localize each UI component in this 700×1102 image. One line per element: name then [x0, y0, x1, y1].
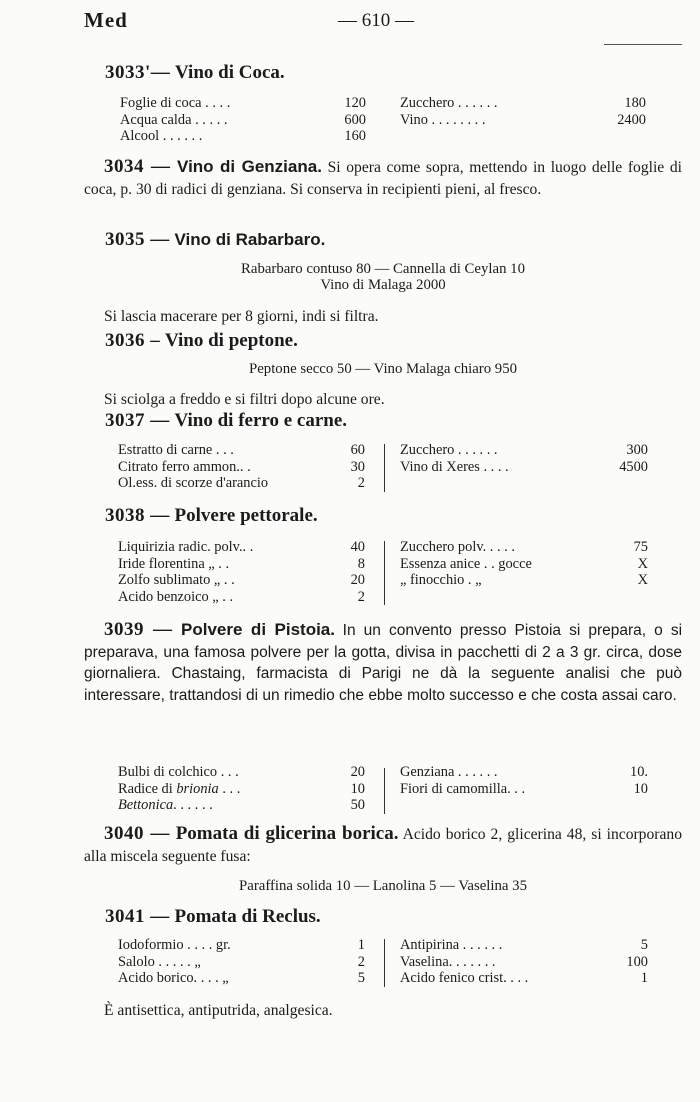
heading-3035 — [105, 229, 325, 251]
ingredient-name — [118, 797, 213, 814]
ingredient-name: Genziana . . . . . . — [400, 764, 498, 780]
ingredient-row — [400, 572, 648, 589]
ingredient-row — [118, 556, 365, 573]
ingredient-name — [118, 781, 240, 798]
ingredient-row — [400, 937, 648, 954]
recipe-text: Si opera come sopra, mettendo in luogo delle foglie di coca, p. 30 di radici di genziana. Si conserva in recipienti pieni, al fresco. — [84, 159, 683, 198]
ingredient-row — [400, 970, 648, 987]
heading-3033 — [105, 62, 285, 84]
ingredient-name-tail: . . . . . . — [173, 797, 213, 813]
ingredient-qty: 10 — [633, 780, 648, 797]
ingredient-row — [120, 95, 366, 112]
ingredient-row — [118, 459, 365, 476]
ingredient-qty: 2 — [357, 588, 365, 605]
ingredient-name: „ finocchio . „ — [400, 572, 482, 588]
column-divider — [384, 541, 385, 605]
ingredient-name: Zucchero . . . . . . — [400, 95, 498, 111]
ingredient-row — [400, 954, 648, 971]
ingredient-qty: 75 — [633, 539, 648, 555]
ingredient-qty: 2400 — [617, 111, 646, 128]
ingredient-row — [120, 128, 366, 145]
ingredient-qty: 120 — [344, 95, 366, 111]
recipe-title: Vino di ferro e carne. — [174, 410, 348, 431]
ingredient-row — [400, 442, 648, 459]
page-header — [0, 8, 700, 38]
recipe-3035-line1: Rabarbaro contuso 80 — Cannella di Ceylan 10 — [241, 261, 525, 277]
ingredient-row — [118, 572, 365, 589]
ingredient-name: Liquirizia radic. polv.. . — [118, 539, 254, 555]
recipe-number: 3040 — — [104, 823, 170, 844]
ingredient-name: Iride florentina „ . . — [118, 555, 230, 572]
ingredient-qty: 20 — [350, 572, 365, 588]
page-number: — 610 — — [338, 10, 414, 31]
recipe-3036-line: Peptone secco 50 — Vino Malaga chiaro 950 — [249, 361, 517, 377]
recipe-3033-ingredients — [120, 95, 680, 147]
recipe-3041-ingredients — [118, 937, 678, 989]
ingredients-left — [118, 442, 365, 492]
paragraph-3040 — [84, 823, 682, 867]
recipe-number: 3038 — — [105, 505, 170, 526]
recipe-number: 3033'— — [105, 62, 171, 83]
ingredient-row — [118, 475, 365, 492]
ingredient-name-italic: Bettonica — [118, 797, 174, 813]
ingredient-name: Acido fenico crist. . . . — [400, 970, 529, 986]
heading-3036 — [105, 330, 298, 352]
ingredient-name: Vaselina. . . . . . . — [400, 953, 496, 970]
ingredient-row — [118, 954, 365, 971]
ingredient-row — [400, 112, 646, 129]
recipe-title: Pomata di Reclus. — [174, 906, 321, 927]
ingredient-name: Zucchero polv. . . . . — [400, 539, 515, 555]
recipe-number: 3036 – — [105, 330, 161, 351]
header-rule — [604, 44, 682, 45]
ingredient-qty: 600 — [344, 111, 366, 128]
ingredient-qty: 20 — [350, 764, 365, 780]
ingredient-qty: 5 — [357, 970, 365, 986]
ingredient-name: Foglie di coca . . . . — [120, 95, 231, 111]
column-divider — [384, 768, 385, 814]
ingredients-left — [118, 764, 365, 814]
ingredient-qty: X — [637, 555, 648, 572]
ingredient-name: Antipirina . . . . . . — [400, 937, 503, 953]
paragraph-3034 — [84, 156, 682, 200]
ingredient-qty: 60 — [350, 442, 365, 458]
ingredient-row — [118, 442, 365, 459]
ingredients-left — [118, 539, 365, 605]
ingredient-qty: 300 — [626, 442, 648, 458]
recipe-title: Vino di Coca. — [175, 62, 285, 83]
ingredient-qty: 100 — [626, 953, 648, 970]
heading-3038 — [105, 505, 318, 527]
ingredient-name: Zucchero . . . . . . — [400, 442, 498, 458]
ingredient-qty: 2 — [357, 475, 365, 491]
heading-3041 — [105, 906, 321, 928]
ingredient-name-part: Radice di — [118, 780, 177, 797]
recipe-3037-ingredients — [118, 442, 678, 494]
recipe-3041-text: È antisettica, antiputrida, analgesica. — [104, 1002, 333, 1019]
ingredient-row — [118, 970, 365, 987]
recipe-3038-ingredients — [118, 539, 678, 607]
ingredient-qty: 1 — [357, 937, 365, 953]
ingredient-row — [118, 539, 365, 556]
recipe-title: Polvere di Pistoia. — [181, 620, 335, 639]
column-divider — [384, 444, 385, 492]
ingredient-qty: 10. — [630, 764, 648, 780]
ingredient-name-italic: brionia — [176, 780, 219, 797]
ingredients-right — [400, 764, 648, 797]
ingredient-name: Salolo . . . . . „ — [118, 953, 201, 970]
ingredient-name: Alcool . . . . . . — [120, 128, 203, 144]
recipe-3035-line2: Vino di Malaga 2000 — [320, 277, 446, 293]
ingredient-row — [118, 937, 365, 954]
ingredients-right — [400, 95, 646, 128]
ingredient-row — [400, 764, 648, 781]
ingredient-name: Essenza anice . . gocce — [400, 555, 532, 572]
ingredient-row — [118, 589, 365, 606]
ingredients-left — [120, 95, 366, 145]
recipe-text: In un convento presso Pistoia si prepara, o si preparava, una famosa polvere per la gotta, divisa in pacchetti di 2 a 3 gr. circa, dose giornaliera. Chastaing, farmacista di Parigi ne dà la seguente analisi che può interessare, trattandosi di un rimedio che ebbe molto successo e che costa assai caro. — [84, 622, 683, 704]
ingredient-qty: 40 — [350, 539, 365, 555]
recipe-3035-text: Si lascia macerare per 8 giorni, indi si filtra. — [104, 308, 379, 325]
ingredient-name: Zolfo sublimato „ . . — [118, 572, 235, 588]
recipe-title: Pomata di glicerina borica. — [175, 823, 399, 844]
recipe-title: Vino di Rabarbaro. — [174, 230, 326, 249]
recipe-3039-ingredients — [118, 764, 678, 816]
ingredient-qty: 50 — [350, 797, 365, 813]
ingredients-right — [400, 539, 648, 589]
ingredient-name: Iodoformio . . . . gr. — [118, 937, 231, 953]
ingredient-name: Acido benzoico „ . . — [118, 588, 234, 605]
ingredient-row — [118, 781, 365, 798]
recipe-number: 3039 — — [104, 619, 173, 640]
ingredient-qty: 30 — [350, 458, 365, 475]
ingredients-left — [118, 937, 365, 987]
ingredient-name: Acido borico. . . . „ — [118, 970, 229, 986]
ingredient-name: Vino . . . . . . . . — [400, 111, 486, 128]
recipe-title: Vino di peptone. — [165, 330, 298, 351]
recipe-number: 3034 — — [104, 156, 171, 177]
ingredient-row — [400, 781, 648, 798]
ingredient-name: Acqua calda . . . . . — [120, 111, 228, 128]
ingredient-row — [120, 112, 366, 129]
ingredient-row — [118, 764, 365, 781]
ingredient-row — [400, 95, 646, 112]
ingredient-name-tail: . . . — [218, 780, 241, 797]
ingredient-qty: 8 — [357, 555, 365, 572]
ingredient-qty: 1 — [640, 970, 648, 986]
ingredient-qty: 4500 — [619, 458, 648, 475]
heading-3037 — [105, 410, 347, 432]
recipe-number: 3041 — — [105, 906, 170, 927]
recipe-text: Acido borico 2, glicerina 48, si incorporano alla miscela seguente fusa: — [84, 826, 682, 865]
ingredient-name: Fiori di camomilla. . . — [400, 780, 526, 797]
ingredient-name: Vino di Xeres . . . . — [400, 458, 509, 475]
ingredient-qty: 2 — [357, 953, 365, 970]
ingredient-row — [400, 556, 648, 573]
ingredient-qty: 160 — [344, 128, 366, 144]
recipe-title: Polvere pettorale. — [174, 505, 318, 526]
column-divider — [384, 939, 385, 987]
ingredient-row — [400, 459, 648, 476]
running-head: Med — [84, 8, 128, 32]
ingredients-right — [400, 937, 648, 987]
ingredient-name: Estratto di carne . . . — [118, 442, 234, 458]
ingredient-name: Citrato ferro ammon.. . — [118, 458, 251, 475]
ingredient-row — [400, 539, 648, 556]
recipe-3036-text: Si sciolga a freddo e si filtri dopo alcune ore. — [104, 391, 385, 408]
ingredient-qty: X — [637, 572, 648, 588]
paragraph-3039 — [84, 619, 682, 706]
recipe-number: 3037 — — [105, 410, 170, 431]
recipe-number: 3035 — — [105, 229, 170, 250]
ingredient-row — [118, 797, 365, 814]
ingredient-qty: 5 — [640, 937, 648, 953]
ingredient-name: Ol.ess. di scorze d'arancio — [118, 475, 269, 491]
recipe-3040-line: Paraffina solida 10 — Lanolina 5 — Vaselina 35 — [239, 878, 527, 894]
recipe-title: Vino di Genziana. — [177, 157, 322, 176]
ingredient-name: Bulbi di colchico . . . — [118, 764, 239, 780]
ingredient-qty: 180 — [624, 95, 646, 111]
ingredient-qty: 10 — [350, 780, 365, 797]
ingredients-right — [400, 442, 648, 475]
